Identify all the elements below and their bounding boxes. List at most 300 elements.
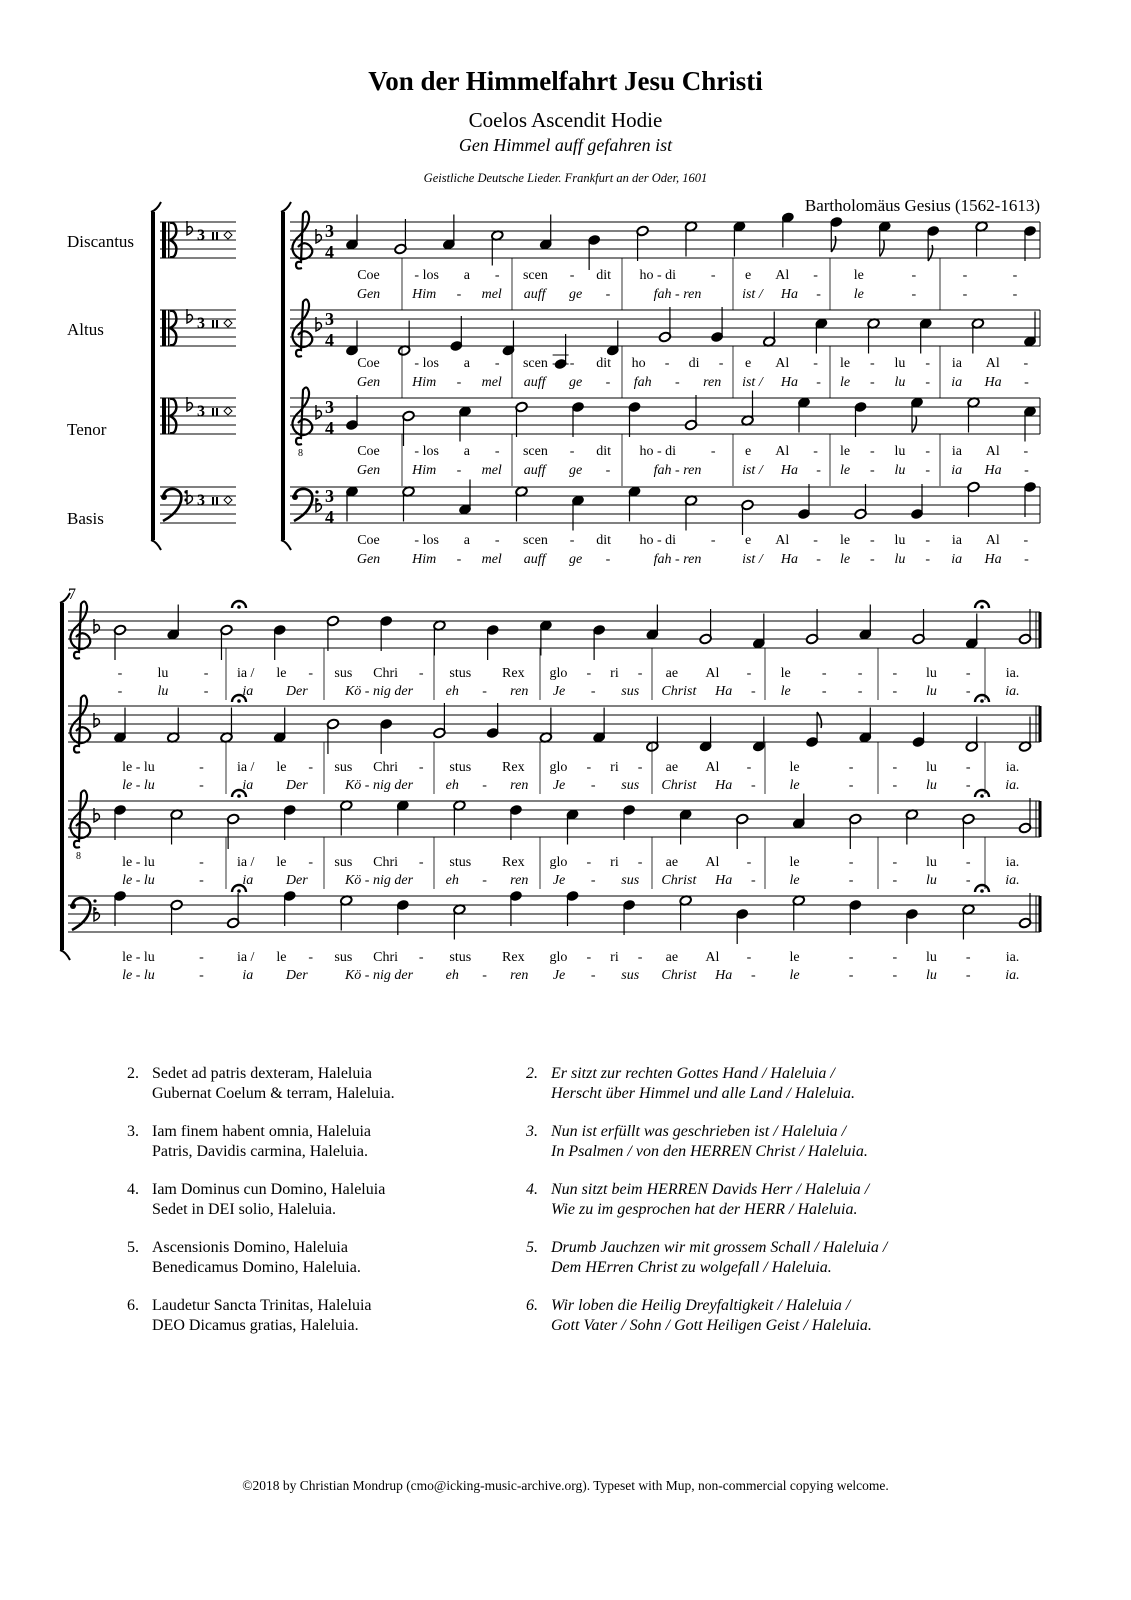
lyric-measure [540, 759, 652, 777]
lyric-syllable: le [276, 855, 287, 870]
lyric-measure [512, 355, 622, 373]
lyric-syllable: - [925, 444, 931, 459]
lyric-syllable: le [780, 666, 791, 681]
lyric-measure [940, 551, 1040, 569]
lyric-syllable: - [892, 684, 898, 699]
lyric-measure [940, 267, 1040, 285]
lyric-measure [540, 872, 652, 890]
lyric-syllable: Ha [715, 873, 733, 888]
lyric-measure [324, 683, 434, 701]
lyric-syllable: - [308, 760, 314, 775]
lyric-measure [512, 286, 622, 304]
time-signature-numerator: 3 [325, 221, 334, 241]
lyric-measure [100, 854, 226, 872]
lyric-syllable: ho - di [639, 268, 676, 283]
lyric-syllable: ri [610, 666, 619, 681]
lyric-syllable: - [869, 552, 875, 567]
lyric-syllable: Christ [661, 873, 697, 888]
lyric-syllable: - [746, 855, 752, 870]
lyric-syllable: Gen [356, 287, 381, 302]
lyric-measure [335, 551, 402, 569]
lyric-syllable: ae [665, 666, 679, 681]
lyric-syllable: glo [549, 950, 568, 965]
lyric-measure [512, 551, 622, 569]
lyric-syllable: - [637, 760, 643, 775]
verse-line: Wir loben die Heilig Dreyfaltigkeit / Haleluia / [551, 1297, 851, 1314]
lyric-measure [335, 443, 402, 461]
incipit-note [224, 319, 232, 327]
lyric-syllable: ia. [1005, 760, 1020, 775]
lyric-syllable: Ha [715, 778, 733, 793]
flat-icon [187, 490, 192, 504]
lyric-measure [622, 374, 733, 392]
lyric-syllable: auff [523, 552, 546, 567]
lyric-syllable: Ha [984, 552, 1002, 567]
lyric-syllable: - [911, 268, 917, 283]
lyric-syllable: di [688, 356, 700, 371]
c-clef-icon [162, 398, 166, 434]
lyric-syllable: le [789, 950, 800, 965]
lyric-syllable: scen [522, 444, 548, 459]
lyric-syllable: le - lu [122, 778, 155, 793]
fermata-icon-dot [980, 605, 984, 609]
lyric-measure [226, 967, 324, 985]
lyric-syllable: ia. [1005, 855, 1020, 870]
lyric-syllable: Ha [984, 463, 1002, 478]
lyric-measure [434, 949, 540, 967]
c-clef-icon-bar [168, 310, 170, 346]
lyric-syllable: le [789, 968, 800, 983]
footer-copyright: ©2018 by Christian Mondrup (cmo@icking-music-archive.org). Typeset with Mup, non-commercial copying welcome. [242, 1478, 889, 1493]
lyric-syllable: Chri [373, 855, 399, 870]
lyric-measure [402, 286, 512, 304]
verse-line: Nun sitzt beim HERREN Davids Herr / Haleluia / [551, 1181, 870, 1198]
lyric-syllable: le [839, 356, 851, 371]
incipit-mensuration: 3 [197, 403, 205, 420]
lyric-syllable: Gen [356, 463, 381, 478]
verse-text [551, 1122, 868, 1162]
lyric-syllable: sus [334, 855, 353, 870]
lyric-syllable: - [892, 666, 898, 681]
verse-text [551, 1180, 869, 1220]
lyric-syllable: ia / [236, 666, 255, 681]
lyric-syllable: dit [596, 268, 612, 283]
lyric-syllable: e [745, 268, 752, 283]
lyric-measure [652, 665, 765, 683]
lyric-syllable: ge [568, 375, 583, 390]
lyric-syllable: - [482, 684, 487, 699]
lyric-measure [878, 854, 985, 872]
lyric-measure [512, 462, 622, 480]
f-clef-icon-dot [315, 490, 318, 493]
lyric-measure [324, 854, 434, 872]
lyric-measure [402, 443, 512, 461]
eighth-flag [831, 236, 836, 252]
lyric-measure [733, 267, 830, 285]
lyric-syllable: - [710, 268, 716, 283]
lyric-measure [830, 462, 940, 480]
lyric-syllable: le [839, 444, 851, 459]
lyric-measure [733, 286, 830, 304]
lyric-syllable: lu [926, 760, 937, 775]
verse-line: Gott Vater / Sohn / Gott Heiligen Geist / Haleluia. [551, 1317, 872, 1334]
lyric-syllable: - [494, 533, 500, 548]
lyric-syllable: - [965, 760, 971, 775]
lyric-syllable: - [586, 950, 592, 965]
lyric-syllable: ge [568, 552, 583, 567]
lyric-syllable: lu [926, 684, 937, 699]
lyric-syllable: - [848, 873, 854, 888]
lyric-syllable: auff [523, 375, 546, 390]
lyric-syllable: - los [414, 356, 439, 371]
lyric-measure [765, 759, 878, 777]
lyric-syllable: ia [951, 444, 962, 459]
time-signature-denominator: 4 [325, 330, 334, 350]
lyric-measure [652, 683, 765, 701]
lyric-measure [765, 665, 878, 683]
lyric-syllable: - [199, 873, 204, 888]
lyric-syllable: - [821, 666, 827, 681]
lyric-syllable: lu [894, 356, 906, 371]
lyric-syllable: lu [894, 552, 906, 567]
lyric-syllable: - [605, 375, 611, 390]
lyric-syllable: ia. [1005, 950, 1020, 965]
verse-number: 6. [127, 1297, 139, 1314]
lyric-measure [335, 462, 402, 480]
lyric-syllable: Der [285, 873, 308, 888]
lyric-syllable: - [637, 950, 643, 965]
lyric-measure [324, 872, 434, 890]
lyric-syllable: - [482, 968, 487, 983]
lyric-syllable: - [637, 666, 643, 681]
lyric-syllable: lu [894, 375, 906, 390]
lyric-syllable: - [746, 666, 752, 681]
lyric-measure [878, 949, 985, 967]
lyric-syllable: Coe [357, 356, 380, 371]
lyric-syllable: - [750, 968, 756, 983]
incipit-bracket-bottom [151, 540, 161, 550]
verse-text [152, 1238, 361, 1278]
lyric-measure [100, 665, 226, 683]
lyric-syllable: - [813, 268, 818, 283]
lyric-syllable: - [1024, 375, 1029, 390]
lyric-syllable: - [962, 287, 968, 302]
lyric-syllable: Je [552, 968, 566, 983]
f-clef-icon-head [70, 903, 76, 909]
lyric-syllable: - [892, 950, 898, 965]
lyric-syllable: Al [705, 760, 720, 775]
lyric-measure [985, 949, 1040, 967]
lyric-syllable: - [1012, 287, 1018, 302]
lyric-syllable: eh [445, 968, 459, 983]
lyric-syllable: Chri [373, 760, 399, 775]
lyric-measure [622, 267, 733, 285]
lyric-syllable: - [869, 533, 875, 548]
lyric-measure [878, 683, 985, 701]
lyric-syllable: - [586, 666, 592, 681]
lyric-measure [100, 872, 226, 890]
lyric-syllable: - [816, 552, 821, 567]
lyric-measure [940, 462, 1040, 480]
verse-line: Patris, Davidis carmina, Haleluia. [152, 1143, 368, 1160]
lyric-measure [226, 854, 324, 872]
lyric-measure [878, 967, 985, 985]
lyric-syllable: Al [775, 444, 790, 459]
page-title: Von der Himmelfahrt Jesu Christi [368, 66, 763, 96]
lyric-syllable: lu [157, 684, 169, 699]
lyric-syllable: Der [285, 778, 308, 793]
lyric-measure [540, 854, 652, 872]
lyric-syllable: - [199, 950, 204, 965]
verse-number: 2. [127, 1065, 139, 1082]
f-clef-icon-dot [93, 899, 96, 902]
lyric-measure [540, 967, 652, 985]
lyric-measure [226, 949, 324, 967]
flat-icon [187, 397, 192, 411]
lyric-syllable: a [463, 356, 470, 371]
lyric-syllable: Je [552, 778, 566, 793]
lyric-measure [100, 967, 226, 985]
lyric-syllable: - [586, 855, 592, 870]
lyric-syllable: - [813, 356, 818, 371]
lyric-syllable: - [965, 855, 971, 870]
lyric-syllable: le [853, 268, 864, 283]
verse-number: 4. [127, 1181, 139, 1198]
lyric-syllable: - [590, 873, 596, 888]
lyric-syllable: a [463, 268, 470, 283]
lyric-measure [324, 665, 434, 683]
lyric-syllable: - [569, 444, 575, 459]
lyric-syllable: - los [414, 533, 439, 548]
verse-number: 4. [526, 1181, 538, 1198]
lyric-syllable: Chri [373, 666, 399, 681]
lyric-syllable: mel [481, 375, 502, 390]
lyric-syllable: - [1024, 463, 1029, 478]
lyric-measure [830, 286, 940, 304]
lyric-syllable: le [780, 684, 791, 699]
lyric-measure [512, 443, 622, 461]
verse-text [551, 1064, 855, 1104]
verse-text [152, 1064, 395, 1104]
verse-line: In Psalmen / von den HERREN Christ / Haleluia. [551, 1143, 868, 1160]
lyric-syllable: ist / [742, 375, 763, 390]
lyric-measure [940, 443, 1040, 461]
lyric-syllable: ia [951, 463, 963, 478]
lyric-syllable: ist / [742, 463, 763, 478]
lyric-syllable: le [839, 375, 851, 390]
lyric-syllable: - [750, 873, 756, 888]
composer: Bartholomäus Gesius (1562-1613) [804, 196, 1040, 215]
lyric-syllable: scen [522, 356, 548, 371]
flat-icon [187, 309, 192, 323]
lyric-measure [100, 949, 226, 967]
lyric-syllable: mel [481, 287, 502, 302]
lyric-measure [540, 777, 652, 795]
lyric-syllable: - [1023, 356, 1029, 371]
lyric-measure [434, 665, 540, 683]
system-bracket-top [281, 202, 291, 212]
lyric-syllable: ri [610, 760, 619, 775]
eighth-flag [928, 245, 933, 261]
lyric-syllable: Chri [373, 950, 399, 965]
lyric-syllable: - [816, 463, 821, 478]
lyric-syllable: scen [522, 533, 548, 548]
lyric-syllable: - [925, 533, 931, 548]
lyric-measure [434, 854, 540, 872]
verse-line: Dem HErren Christ zu wolgefall / Haleluia. [551, 1259, 832, 1276]
lyric-syllable: - [456, 375, 462, 390]
lyric-measure [324, 759, 434, 777]
lyric-syllable: - [456, 287, 462, 302]
eighth-flag [817, 712, 822, 728]
lyric-syllable: - [1023, 444, 1029, 459]
verse-line: Sedet ad patris dexteram, Haleluia [152, 1065, 372, 1082]
lyric-syllable: ae [665, 855, 679, 870]
lyric-syllable: - [965, 778, 971, 793]
lyric-syllable: ia. [1005, 666, 1020, 681]
lyric-syllable: le [276, 760, 287, 775]
lyric-syllable: - [750, 778, 756, 793]
lyric-measure [830, 374, 940, 392]
verse-number: 3. [127, 1123, 139, 1140]
lyric-syllable: - [199, 760, 204, 775]
lyric-syllable: Him [412, 287, 437, 302]
lyric-measure [402, 374, 512, 392]
verse-line: Gubernat Coelum & terram, Haleluia. [152, 1085, 395, 1102]
lyric-syllable: Der [285, 684, 308, 699]
lyric-syllable: lu [926, 950, 937, 965]
lyric-syllable: - [569, 356, 575, 371]
lyric-syllable: ia / [236, 950, 255, 965]
lyric-measure [100, 683, 226, 701]
lyric-syllable: - [1024, 552, 1029, 567]
lyric-syllable: - [675, 375, 680, 390]
lyric-syllable: lu [894, 533, 906, 548]
lyric-measure [540, 665, 652, 683]
lyric-syllable: - [746, 760, 752, 775]
lyric-syllable: le - lu [122, 760, 155, 775]
lyric-measure [540, 949, 652, 967]
lyric-syllable: - [869, 444, 875, 459]
lyric-syllable: fah [633, 375, 652, 390]
lyric-syllable: Coe [357, 444, 380, 459]
lyric-syllable: le - lu [122, 968, 155, 983]
lyric-syllable: lu [926, 968, 937, 983]
lyric-syllable: - [746, 950, 752, 965]
lyric-syllable: Rex [502, 950, 525, 965]
lyric-syllable: - [637, 855, 643, 870]
lyric-syllable: - [925, 356, 931, 371]
lyric-syllable: eh [445, 778, 459, 793]
lyric-measure [733, 374, 830, 392]
lyric-syllable: - [965, 873, 971, 888]
lyric-syllable: ho [631, 356, 646, 371]
verse-line: Iam Dominus cun Domino, Haleluia [152, 1181, 386, 1198]
lyric-measure [402, 267, 512, 285]
lyric-syllable: stus [449, 760, 472, 775]
lyric-measure [622, 462, 733, 480]
lyric-measure [335, 286, 402, 304]
lyric-syllable: e [745, 356, 752, 371]
lyric-syllable: - [418, 666, 424, 681]
lyric-syllable: ist / [742, 552, 763, 567]
measure-number: 7 [68, 586, 76, 603]
lyric-measure [226, 683, 324, 701]
lyric-syllable: dit [596, 356, 612, 371]
verse-line: Wie zu im gesprochen hat der HERR / Haleluia. [551, 1201, 858, 1218]
lyric-syllable: ia [242, 873, 254, 888]
lyric-syllable: - [710, 444, 716, 459]
lyric-syllable: le [839, 533, 851, 548]
lyric-syllable: auff [523, 463, 546, 478]
lyric-syllable: Kö - nig der [344, 968, 414, 983]
octave-marker: 8 [298, 448, 303, 459]
lyric-measure [652, 967, 765, 985]
verse-line: Laudetur Sancta Trinitas, Haleluia [152, 1297, 372, 1314]
time-signature-denominator: 4 [325, 418, 334, 438]
lyric-syllable: dit [596, 533, 612, 548]
lyric-syllable: lu [894, 463, 906, 478]
lyric-syllable: le [276, 950, 287, 965]
lyric-syllable: - [710, 533, 716, 548]
lyric-measure [652, 777, 765, 795]
lyric-measure [434, 967, 540, 985]
lyric-syllable: ho - di [639, 444, 676, 459]
lyric-syllable: Ha [984, 375, 1002, 390]
lyric-syllable: - [911, 287, 917, 302]
lyric-syllable: Christ [661, 778, 697, 793]
lyric-syllable: - [848, 950, 854, 965]
lyric-measure [765, 872, 878, 890]
lyric-syllable: - [590, 968, 596, 983]
lyric-measure [324, 949, 434, 967]
lyric-measure [765, 683, 878, 701]
lyric-measure [226, 665, 324, 683]
lyric-measure [985, 665, 1040, 683]
lyric-syllable: a [463, 533, 470, 548]
lyric-syllable: - los [414, 444, 439, 459]
verse-line: Benedicamus Domino, Haleluia. [152, 1259, 361, 1276]
lyric-syllable: - [199, 778, 204, 793]
lyric-syllable: - [117, 684, 123, 699]
lyric-syllable: Ha [780, 287, 799, 302]
lyric-syllable: Him [412, 463, 437, 478]
lyric-syllable: ia. [1005, 968, 1020, 983]
octave-marker: 8 [76, 851, 81, 862]
lyric-syllable: - [569, 268, 575, 283]
lyric-syllable: Coe [357, 268, 380, 283]
lyric-syllable: - [718, 356, 724, 371]
lyric-syllable: - [965, 666, 971, 681]
lyric-syllable: - [892, 760, 898, 775]
lyric-syllable: sus [334, 666, 353, 681]
lyric-measure [402, 551, 512, 569]
lyric-measure [100, 759, 226, 777]
lyric-syllable: ren [510, 968, 529, 983]
lyric-syllable: Al [775, 533, 790, 548]
lyric-measure [226, 777, 324, 795]
lyric-syllable: - [605, 552, 611, 567]
lyric-syllable: - [482, 873, 487, 888]
lyric-measure [622, 286, 733, 304]
lyric-measure [985, 683, 1040, 701]
lyric-measure [985, 759, 1040, 777]
lyric-syllable: Al [705, 855, 720, 870]
lyric-measure [765, 777, 878, 795]
flat-icon [187, 221, 192, 235]
lyric-measure [540, 683, 652, 701]
lyric-syllable: - [962, 268, 968, 283]
